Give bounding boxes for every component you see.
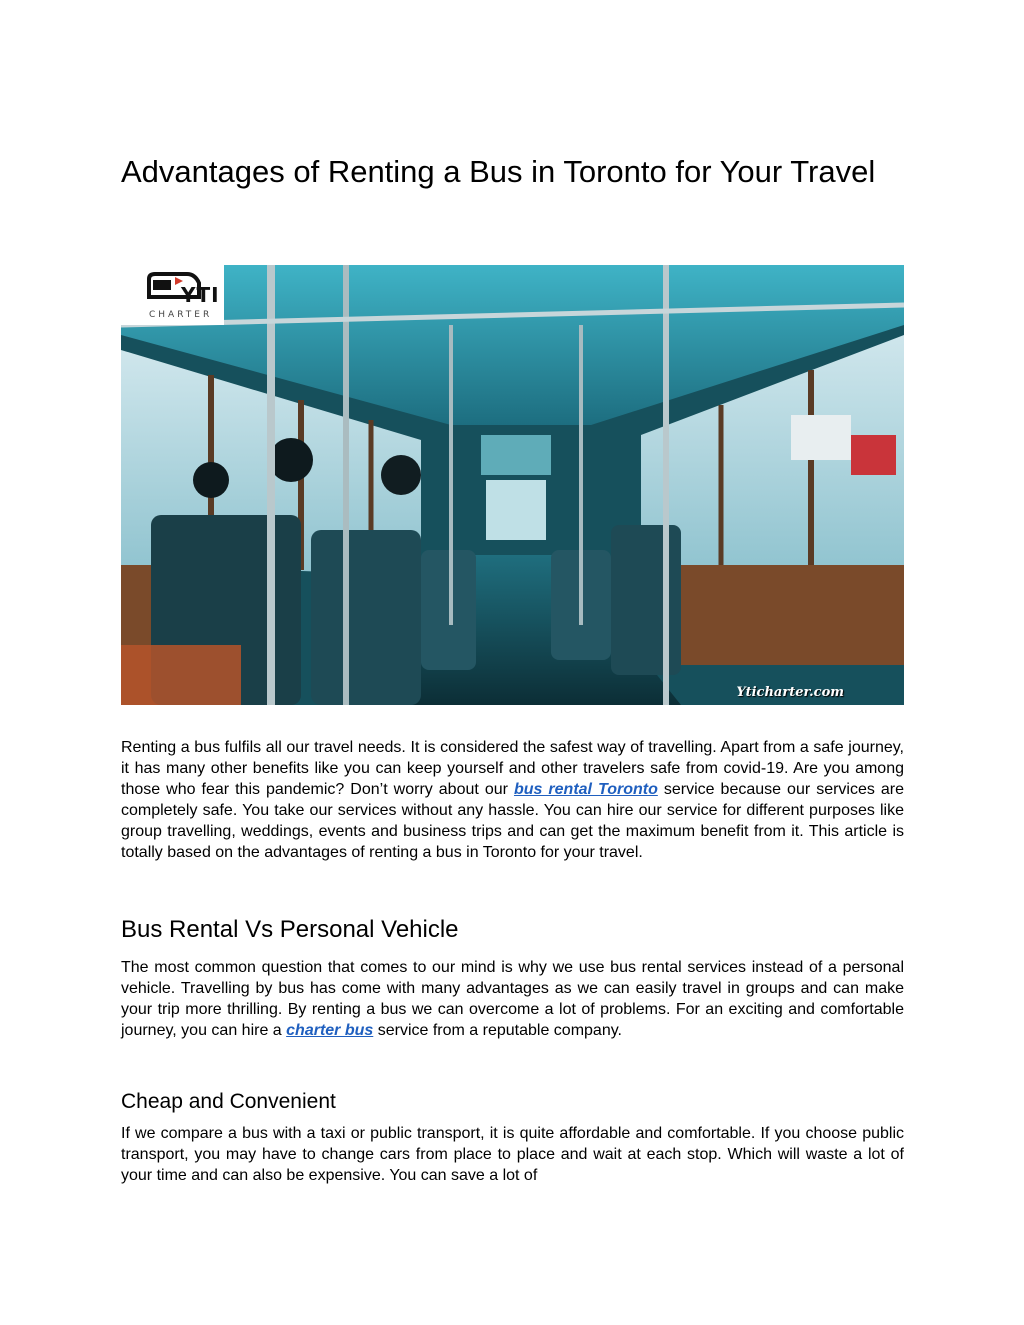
bus-rental-text-start: The most common question that comes to our mind is why we use bus rental services instead of a personal vehicle. Travelling by bus has come with many advantages as we can easily travel in groups and can make your trip more thrilling. By renting a bus we can overcome a lot of problems. For an exciting and comfortable journey, you can hire a [121,959,904,1039]
logo-mark: YTI [181,283,220,307]
bus-rental-toronto-link[interactable]: bus rental Toronto [513,781,658,798]
intro-paragraph [121,737,904,863]
yti-charter-logo [121,265,224,325]
bus-interior-illustration [121,265,904,705]
intro-text-end: service because our services are completely safe. You take our services without any hassle. You can hire our service for different purposes like group travelling, weddings, events and business trips and can get the maximum benefit from it. This article is totally based on the advantages of renting a bus in Toronto for your travel. [121,781,905,861]
bus-interior-image [121,265,904,705]
bus-rental-text-end: service from a reputable company. [373,1022,622,1039]
bus-rental-paragraph [121,957,904,1041]
charter-bus-link[interactable]: charter bus [286,1022,374,1039]
page-title: Advantages of Renting a Bus in Toronto for Your Travel [121,154,876,189]
section-heading-bus-rental: Bus Rental Vs Personal Vehicle [121,916,459,943]
cheap-convenient-paragraph: If we compare a bus with a taxi or public transport, it is quite affordable and comfortable. If you choose public transport, you may have to change cars from place to place and wait at each stop. Which will waste a lot of your time and can also be expensive. You can save a lot of [121,1125,904,1184]
logo-subtitle: CHARTER [149,310,213,320]
image-watermark: Yticharter.com [736,685,844,700]
intro-text-start: Renting a bus fulfils all our travel needs. It is considered the safest way of travelling. Apart from a safe journey, it has many other benefits like you can keep yourself and other travelers safe from covid-19. Are you among those who fear this pandemic? Don’t worry about our [121,739,904,798]
section-heading-cheap-convenient: Cheap and Convenient [121,1090,336,1113]
